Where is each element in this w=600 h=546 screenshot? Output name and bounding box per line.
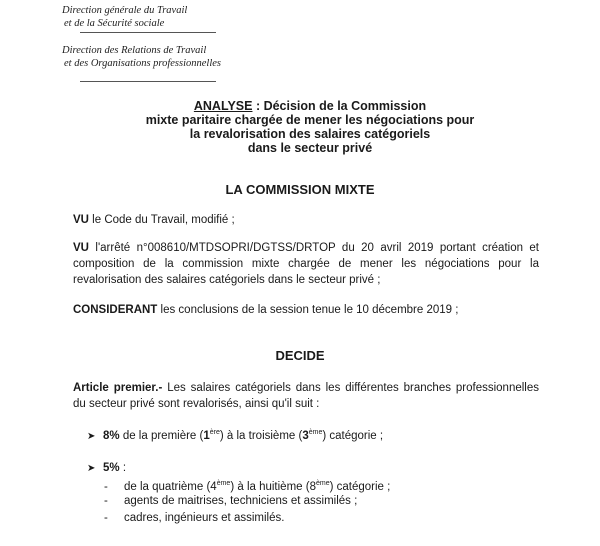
header-direction-generale: Direction générale du Travail et de la Sécurité sociale [62, 5, 188, 29]
sub-item: - agents de maitrises, techniciens et assimilés ; [104, 495, 358, 507]
header-direction-relations: Direction des Relations de Travail et des Organisations professionnelles [62, 45, 222, 69]
article-premier: Article premier.- Les salaires catégoriels dans les différentes branches professionnelles du secteur privé sont revalorisés, ainsi qu'il suit : [73, 382, 539, 410]
decide-heading: DECIDE [275, 348, 325, 363]
header-divider [80, 81, 216, 82]
bullet-8-percent: ➤ 8% de la première (1ère) à la troisième (3ème) catégorie ; [87, 425, 383, 445]
header-divider [80, 32, 216, 33]
commission-heading: LA COMMISSION MIXTE [225, 182, 375, 197]
sub-item: - cadres, ingénieurs et assimilés. [104, 512, 285, 524]
visa-code-travail: VU le Code du Travail, modifié ; [73, 214, 235, 226]
arrow-bullet-icon: ➤ [87, 463, 96, 474]
sub-item: - de la quatrième (4ème) à la huitième (8ème) catégorie ; [104, 480, 391, 493]
document-title: ANALYSE : Décision de la Commission mixte paritaire chargée de mener les négociations pour la revalorisation des salaires catégoriels dans le secteur privé [145, 99, 475, 155]
bullet-5-percent: ➤ 5% : [87, 460, 126, 477]
arrow-bullet-icon: ➤ [87, 430, 96, 442]
considerant: CONSIDERANT les conclusions de la session tenue le 10 décembre 2019 ; [73, 304, 459, 316]
visa-arrete: VU l'arrêté n°008610/MTDSOPRI/DGTSS/DRTOP du 20 avril 2019 portant création et composition de la commission mixte chargée de mener les négociations pour la revalorisation des salaires catégoriels dans le secteur privé ; [73, 242, 539, 286]
title-label: ANALYSE [193, 99, 253, 113]
